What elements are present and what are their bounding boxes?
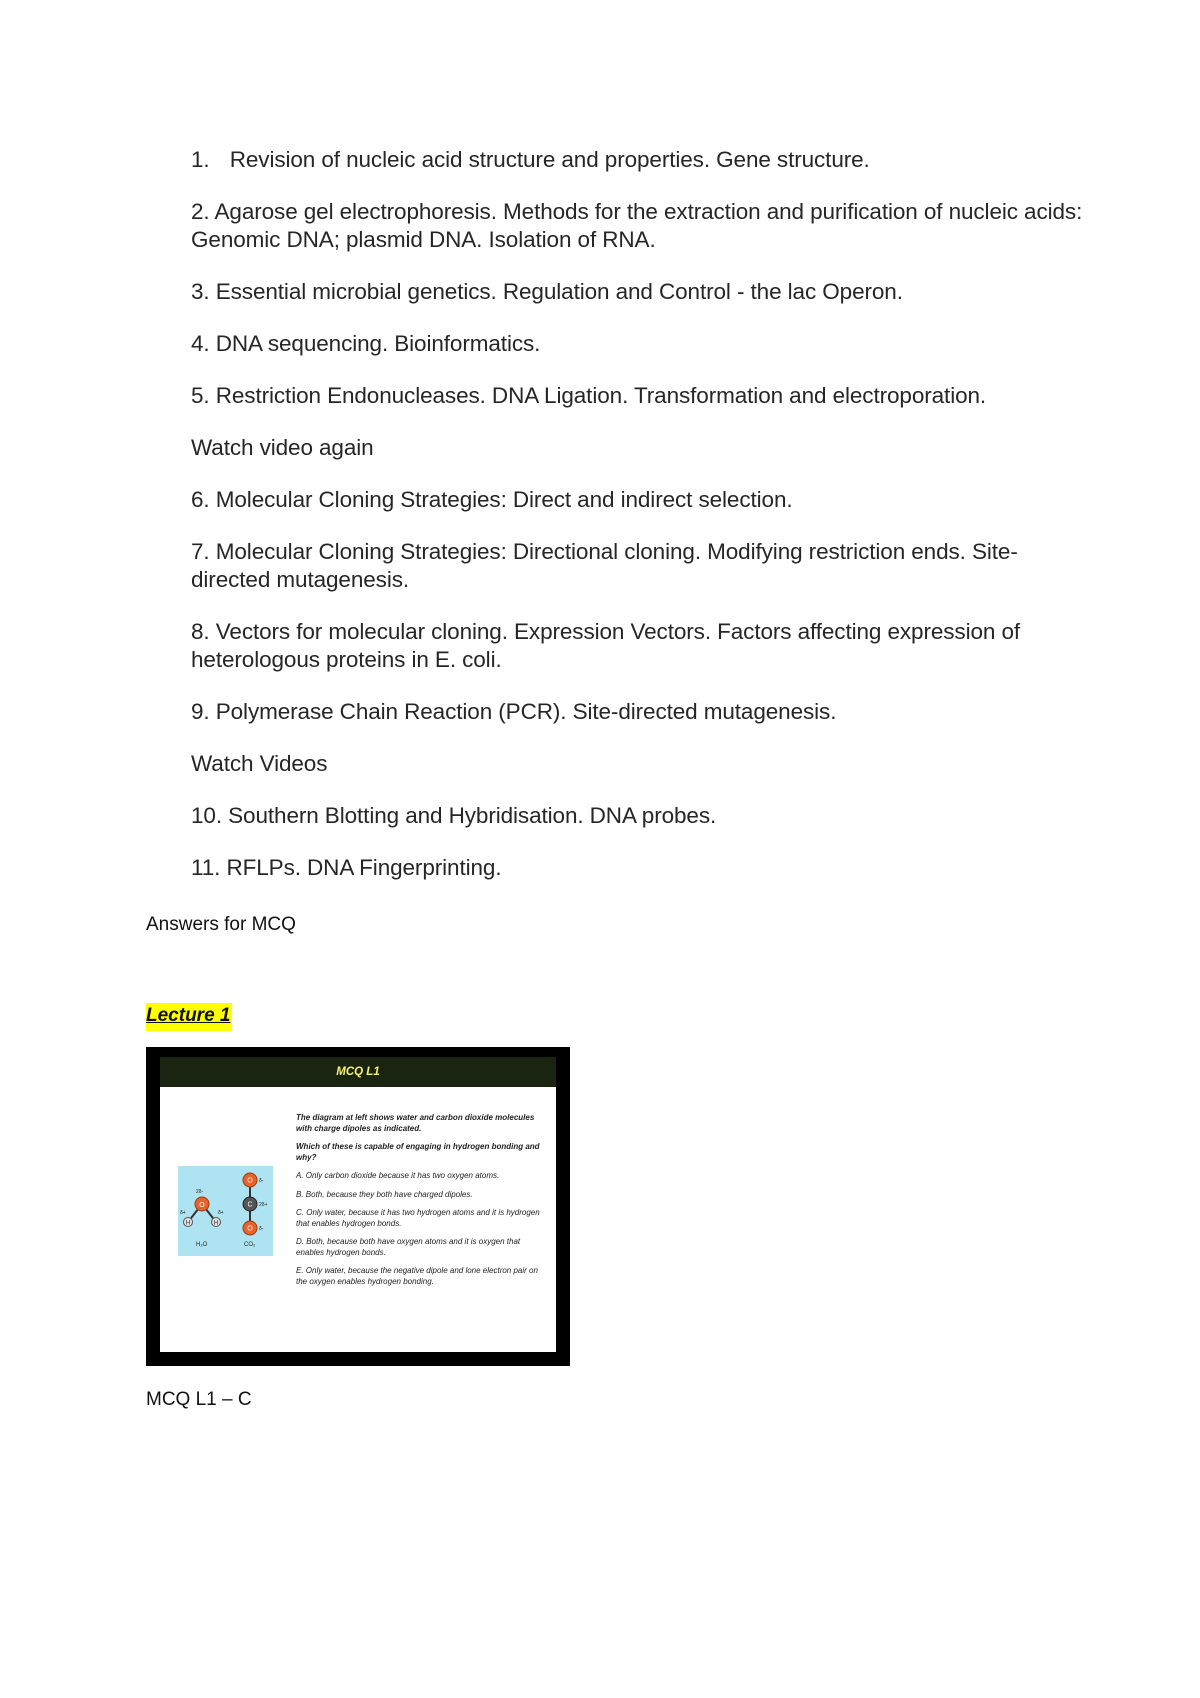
slide-option-c: C. Only water, because it has two hydrogen atoms and it is hydrogen that enables hydrogen bonds. (296, 1208, 540, 1228)
topic-text: DNA sequencing. Bioinformatics. (215, 331, 541, 356)
topic-number: 7. (191, 539, 210, 564)
slide-question-prompt: Which of these is capable of engaging in hydrogen bonding and why? (296, 1142, 540, 1162)
topic-number: 1. (191, 147, 210, 172)
topic-item (191, 486, 1091, 514)
topic-item (191, 278, 1091, 306)
slide-option-e: E. Only water, because the negative dipole and lone electron pair on the oxygen enables hydrogen bonding. (296, 1266, 538, 1286)
topic-item (191, 698, 1091, 726)
slide-question-intro: The diagram at left shows water and carbon dioxide molecules with charge dipoles as indicated. (296, 1113, 535, 1133)
topic-item (191, 146, 1091, 174)
water-co2-diagram-svg (178, 1166, 273, 1256)
topic-item (191, 538, 1091, 594)
topic-text: Agarose gel electrophoresis. Methods for the extraction and purification of nucleic acids: Genomic DNA; plasmid DNA. Isolation of RNA. (191, 199, 1083, 252)
slide-title: MCQ L1 (160, 1057, 556, 1087)
topic-number: 4. (191, 331, 210, 356)
co2-partial-charge-label: δ- (259, 1178, 264, 1184)
topic-number: 3. (191, 279, 210, 304)
topic-number: 9. (191, 699, 210, 724)
topic-number: 2. (191, 199, 210, 224)
mcq-answer: MCQ L1 – C (146, 1389, 252, 1410)
co2-o-label: O (247, 1225, 253, 1233)
water-partial-charge-label: δ+ (180, 1210, 186, 1216)
topic-item (191, 330, 1091, 358)
topic-item (191, 854, 1091, 882)
co2-o-label: O (247, 1177, 253, 1185)
topic-text: Restriction Endonucleases. DNA Ligation. Transformation and electroporation. (215, 383, 987, 408)
co2-formula-label: CO₂ (244, 1242, 256, 1248)
lecture-topic-list (191, 146, 1091, 906)
water-o-label: O (199, 1202, 205, 1209)
water-h-label: H (213, 1220, 219, 1227)
topic-text: Essential microbial genetics. Regulation and Control - the lac Operon. (215, 279, 903, 304)
topic-text: Molecular Cloning Strategies: Direct and indirect selection. (215, 487, 793, 512)
topic-text: Vectors for molecular cloning. Expression Vectors. Factors affecting expression of heterologous proteins in E. coli. (191, 619, 1021, 672)
topic-item (191, 382, 1091, 410)
topic-text: Molecular Cloning Strategies: Directional cloning. Modifying restriction ends. Site-directed mutagenesis. (191, 539, 1018, 592)
topic-item (191, 198, 1091, 254)
co2-partial-charge-label: 2δ+ (259, 1202, 268, 1208)
slide-content (160, 1057, 556, 1352)
slide-question-block (296, 1113, 548, 1295)
topic-text: Southern Blotting and Hybridisation. DNA probes. (228, 803, 717, 828)
topic-text: Revision of nucleic acid structure and properties. Gene structure. (229, 147, 870, 172)
watch-note (191, 434, 1091, 462)
slide-option-d: D. Both, because both have oxygen atoms and it is oxygen that enables hydrogen bonds. (296, 1237, 521, 1257)
topic-item (191, 802, 1091, 830)
topic-item (191, 618, 1091, 674)
water-partial-charge-label: 2δ- (196, 1189, 204, 1195)
topic-text: Polymerase Chain Reaction (PCR). Site-directed mutagenesis. (215, 699, 837, 724)
topic-number: 10. (191, 803, 222, 828)
slide-option-b: B. Both, because they both have charged dipoles. (296, 1189, 473, 1199)
topic-text: RFLPs. DNA Fingerprinting. (226, 855, 502, 880)
answers-heading: Answers for MCQ (146, 914, 296, 935)
lecture-label-highlighted: Lecture 1 (146, 1003, 232, 1031)
water-partial-charge-label: δ+ (218, 1210, 224, 1216)
topic-number: 5. (191, 383, 210, 408)
co2-c-label: C (247, 1201, 253, 1209)
watch-note (191, 750, 1091, 778)
watch-note-text: Watch video again (191, 435, 374, 460)
mcq-slide-image (146, 1047, 570, 1366)
slide-option-a: A. Only carbon dioxide because it has two oxygen atoms. (296, 1171, 500, 1180)
water-h-label: H (185, 1220, 191, 1227)
topic-number: 8. (191, 619, 210, 644)
topic-number: 6. (191, 487, 210, 512)
watch-note-text: Watch Videos (191, 751, 328, 776)
water-formula-label: H₂O (196, 1242, 208, 1248)
molecule-diagram (178, 1166, 273, 1256)
topic-number: 11. (191, 855, 221, 880)
co2-partial-charge-label: δ- (259, 1226, 264, 1232)
